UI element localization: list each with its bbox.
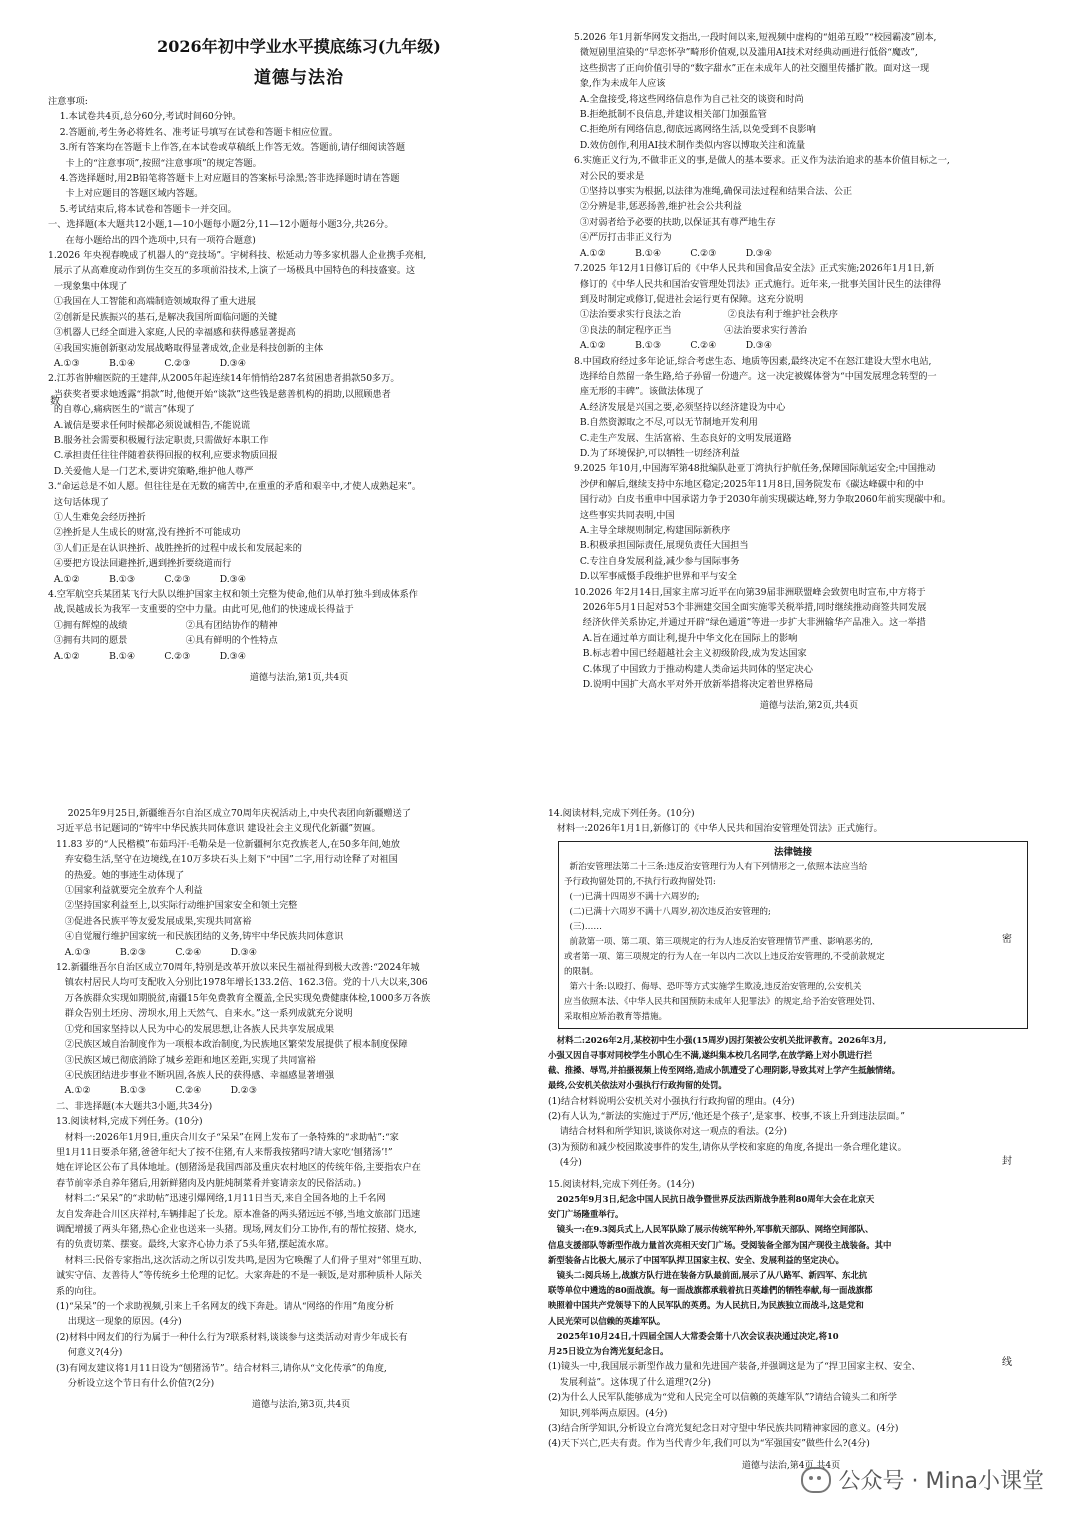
side-mark-xian: 线: [1002, 1357, 1012, 1368]
questions-page-2: 5.2026 年1月新华网发文指出,一段时间以来,短视频中虚构的“姐弟互殴”“校园霸凌”剧本, 微短剧里渲染的“早恋怀孕”畸形价值观,以及滥用AI技术对经典动画进行低俗“魔改”, 这些损害了正向价值引导的“数字甜水”正在未成年人的社交圈里传播扩散。面对这一现 象,作为未成年人应该 A.全盘接受,将这些网络信息作为自己社交的谈资和时尚 B.拒绝抵制不良信息,并建议相关部门加强监管 C.拒绝所有网络信息,彻底远离网络生活,以免受到不良影响 D.效仿创作,利用AI技术制作类似内容以博取关注和流量 6.实施正义行为,不做非正义的事,是做人的基本要求。正义作为法治追求的基本价值目标之一, 对公民的要求是 ①坚持以事实为根据,以法律为准绳,确保司法过程和结果合法、公正 ②分辨是非,惩恶扬善,维护社会公共利益 ③对弱者给予必要的扶助,以保证其有尊严地生存 ④严厉打击非正义行为 A.①② B.①④ C.②③ D.③④ 7.2025 年12月1日修订后的《中华人民共和国食品安全法》正式实施;2026年1月1日,新 修订的《中华人民共和国治安管理处罚法》正式施行。近年来,一批事关国计民生的法律得 到及时制定或修订,促进社会运行更有保障。这充分说明 ①法治要求实行良法之治 ②良法有利于维护社会秩序 ③良法的制定程序正当 ④法治要求实行善治 A.①② B.①③ C.②④ D.③④ 8.中国政府经过多年论证,综合考虑生态、地质等因素,最终决定不在怒江建设大型水电站, 选择给自然留一条生路,给子孙留一份遗产。这一决定被媒体誉为“中国发展理念转型的一 座无形的丰碑”。该做法体现了 A.经济发展是兴国之要,必须坚持以经济建设为中心 B.自然资源取之不尽,可以无节制地开发利用 C.走生产发展、生活富裕、生态良好的文明发展道路 D.为了环境保护,可以牺牲一切经济利益 9.2025 年10月,中国海军第48批编队赴亚丁湾执行护航任务,保障国际航运安全;中国推动 沙伊和解后,继续支持中东地区稳定;2025年11月8日,国务院发布《碳达峰碳中和的中 国行动》白皮书重申中国承诺力争于2030年前实现碳达峰,努力争取2060年前实现碳中和。 这些事实共同表明,中国 A.主导全球规则制定,构建国际新秩序 B.积极承担国际责任,展现负责任大国担当 C.专注自身发展利益,减少参与国际事务 D.以军事威慑手段维护世界和平与安全 10.2026 年2月14日,国家主席习近平在向第39届非洲联盟峰会致贺电时宣布,中方将于 2026年5月1日起对53个非洲建交国全面实施零关税举措,同时继续推动商签共同发展 经济伙伴关系协定,并通过开辟“绿色通道”等进一步扩大非洲输华产品准入。这一举措 A.旨在通过单方面让利,提升中华文化在国际上的影响 B.标志着中国已经超越社会主义初级阶段,成为发达国家 C.体现了中国致力于推动构建人类命运共同体的坚定决心 D.说明中国扩大高水平对外开放新举措将决定着世界格局: [574, 32, 952, 691]
subject-title: 道德与法治: [254, 68, 344, 88]
exam-title: 2026年初中学业水平摸底练习(九年级): [157, 37, 441, 56]
page-1: [48, 30, 550, 730]
page-2-footer: 道德与法治,第2页,共4页: [759, 701, 859, 712]
instructions: 注意事项: 1.本试卷共4页,总分60分,考试时间60分钟。 2.答题前,考生务必将姓名、准考证号填写在试卷和答题卡相应位置。 3.所有答案均在答题卡上作答,在本试卷或草稿纸上作答无效。答题前,请仔细阅读答题 卡上的“注意事项”,按照“注意事项”的规定答题。 4.答选择题时,用2B铅笔将答题卡上对应题目的答案标号涂黑;答非选择题时请在答题 卡上对应题目的答题区域内答题。 5.考试结束后,将本试卷和答题卡一并交回。: [48, 96, 406, 215]
side-mark-mi: 密: [1002, 934, 1012, 945]
q14-intro: 14.阅读材料,完成下列任务。(10分) 材料一:2026年1月1日,新修订的《中华人民共和国治安管理处罚法》正式施行。: [548, 808, 883, 835]
page-4-footer: 道德与法治,第4页,共4页: [741, 1460, 841, 1471]
page-1-footer: 道德与法治,第1页,共4页: [249, 673, 349, 684]
page-2: [574, 30, 1044, 730]
questions-page-1: 1.2026 年央视春晚成了机器人的“竞技场”。宇树科技、松延动力等多家机器人企业携手亮相, 展示了从高难度动作到仿生交互的多项前沿技术,上演了一场极具中国特色的科技盛宴。这 一现象集中体现了 ①我国在人工智能和高端制造领域取得了重大进展 ②创新是民族振兴的基石,是解决我国所面临问题的关键 ③机器人已经全面进入家庭,人民的幸福感和获得感显著提高 ④我国实施创新驱动发展战略取得显著成效,企业是科技创新的主体 A.①③ B.①④ C.②③ D.③④ 2.江苏省肿瘤医院的王建萍,从2005年起连续14年悄悄给287名贫困患者捐款50多万。 当获奖者要求她透露“捐款”时,他便开始“谈款”这些钱是慈善机构的捐助,以照顾患者 的自尊心,痛病医生的“谎言”体现了 A.诚信是要求任何时候都必须说诚相告,不能说谎 B.服务社会需要积极履行法定职责,只需做好本职工作 C.承担责任往往伴随着获得回报的权利,应要求物质回报 D.关爱他人是一门艺术,要讲究策略,维护他人尊严 3.“命运总是不如人愿。但往往是在无数的痛苦中,在重重的矛盾和艰辛中,才使人成熟起来”。 这句话体现了 ①人生难免会经历挫折 ②挫折是人生成长的财富,没有挫折不可能成功 ③人们正是在认识挫折、战胜挫折的过程中成长和发展起来的 ④要把方设法回避挫折,遇到挫折要绕道而行 A.①② B.①③ C.②③ D.③④ 4.空军航空兵某团某飞行大队以维护国家主权和领土完整为使命,他们从单打独斗到成体系作 战,误越成长为我军一支重要的空中力量。由此可见,他们的快速成长得益于 ①拥有辉煌的战绩 ②具有团结协作的精神 ③拥有共同的愿景 ④具有鲜明的个性特点 A.①② B.①④ C.②③ D.③④: [48, 250, 427, 662]
side-mark-1: 数: [50, 396, 60, 407]
q15-material: 2025年9月3日,纪念中国人民抗日战争暨世界反法西斯战争胜利80周年大会在北京天 安门广场隆重举行。 镜头一:在9.3阅兵式上,人民军队除了展示传统军种外,军事航天部队、网络空间部队、 信息支援部队等新型作战力量首次亮相天安门广场。受阅装备全部为国产现役主战装备。其中 新型装备占比极大,展示了中国军队捍卫国家主权、安全、发展利益的坚定决心。 镜头二:阅兵场上,战旗方队行进在装备方队最前面,展示了从八路军、新四军、东北抗 联等单位中遴选的80面战旗。每一面战旗都承载着抗日英雄們的牺牲奉献,每一面战旗都 映照着中国共产党领导下的人民军队的英勇。为人民抗日,为民族独立而战斗,这是党和 人民光荣可以信赖的英雄军队。 2025年10月24日,十四届全国人大常委会第十八次会议表决通过决定,将10 月25日设立为台湾光复纪念日。: [548, 1194, 892, 1357]
wechat-icon: [801, 1467, 831, 1493]
page-4: [548, 806, 1034, 1516]
law-link-body: 新治安管理法第二十三条:违反治安管理行为人有下列情形之一,依照本法应当给 予行政拘留处罚的,不执行行政拘留处罚: (一)已满十四周岁不满十六周岁的; (二)已满十六周岁不满十八周岁,初次违反治安管理的; (三)…… 前款第一项、第二项、第三项规定的行为人违反治安管理情节严重、影响恶劣的, 或者第一项、第三项规定的行为人在一年以内二次以上违反治安管理的,不受前款规定 的限制。 第六十条:以殴打、侮辱、恐吓等方式实施学生欺凌,违反治安管理的,公安机关 应当依照本法、《中华人民共和国预防未成年人犯罪法》的规定,给予治安管理处罚、 采取相应矫治教育等措施。: [564, 861, 885, 1022]
q14-material-2: 材料二:2026年2月,某校初中生小强(15周岁)因打架被公安机关批评教育。2026年3月, 小强又因自寻事对同校学生小凯心生不满,遂纠集本校几名同学,在放学路上对小凯进行拦 截、推搡、辱骂,并拍摄视频上传至网络,造成小凯遭受了心理阴影,导致其对上学产生抵触情绪。 最终,公安机关依法对小强执行行政拘留的处罚。: [548, 1034, 901, 1091]
q15-intro: 15.阅读材料,完成下列任务。(14分): [548, 1178, 695, 1190]
watermark-text: 公众号 · Mina小课堂: [838, 1469, 1044, 1494]
side-mark-feng: 封: [1002, 1156, 1012, 1167]
watermark: [801, 1464, 1045, 1495]
page-3: [56, 806, 546, 1516]
section-1-heading: 一、选择题(本大题共12小题,1—10小题每小题2分,11—12小题每小题3分,共26分。 在每小题给出的四个选项中,只有一项符合题意): [48, 219, 394, 246]
law-link-title: 法律链接: [773, 846, 812, 858]
q14-tasks: (1)结合材料说明公安机关对小强执行行政拘留的理由。(4分) (2)有人认为,“新法的实施过于严厉,‘他还是个孩子’,是家事、校事,不该上升到违法层面。” 请结合材料和所学知识,谈谈你对这一观点的看法。(2分) (3)为预防和减少校园欺凌事件的发生,请你从学校和家庭的角度,各提出一条合理化建议。 (4分): [548, 1095, 907, 1169]
questions-page-3: 2025年9月25日,新疆维吾尔自治区成立70周年庆祝活动上,中央代表团向新疆赠送了 习近平总书记题词的“铸牢中华民族共同体意识 建设社会主义现代化新疆”贺匾。 11.83 岁的“人民楷模”布茹玛汗·毛勒朵是一位新疆柯尔克孜族老人,在50多年间,她放 弃安稳生活,坚守在边境线,在10万多块石头上刻下“中国”二字,用行动诠释了对祖国 的热爱。她的事迹生动体现了 ①国家利益就要完全放弃个人利益 ②坚持国家利益至上,以实际行动维护国家安全和领土完整 ③促进各民族平等友爱发展成果,实现共同富裕 ④自觉履行维护国家统一和民族团结的义务,铸牢中华民族共同体意识 A.①③ B.②③ C.②④ D.③④ 12.新疆维吾尔自治区成立70周年,特别是改革开放以来民生福祉得到极大改善:“2024年城 镇农村居民人均可支配收入分别比1978年增长133.2倍、162.3倍。党的十八大以来,306 万各族群众实现如期脱贫,南疆15年免费教育全覆盖,全民实现免费健康体检,1000多万各族 群众告别土坯房、涝坝水,用上天然气、自来水。”这一系列成就充分说明 ①党和国家坚持以人民为中心的发展思想,让各族人民共享发展成果 ②民族区域自治制度作为一项根本政治制度,为民族地区繁荣发展提供了根本制度保障 ③民族区域已彻底消除了城乡差距和地区差距,实现了共同富裕 ④民族团结进步事业不断巩固,各族人民的获得感、幸福感显著增强 A.①② B.①③ C.②④ D.②③ 二、非选择题(本大题共3小题,共34分) 13.阅读材料,完成下列任务。(10分) 材料一:2026年1月9日,重庆合川女子“呆呆”在网上发布了一条特殊的“求助帖”:“家 里1月11日要杀年猪,爸爸年纪大了按不住猪,有人来帮我按猪吗?请大家吃‘刨猪汤’!” 她在评论区公布了具体地址。(刨猪汤是我国西部及重庆农村地区的传统年俗,主要指农户在 春节前宰杀自养年猪后,用新鲜猪肉及内脏炖制菜肴并宴请亲友的民俗活动。) 材料二:“呆呆”的“求助帖”迅速引爆网络,1月11日当天,来自全国各地的上千名网 友自发奔赴合川区庆祥村,车辆排起了长龙。原本准备的两头猪远远不够,当地文旅部门迅速 调配增援了两头年猪,热心企业也送来一头猪。现场,网友们分工协作,有的帮忙按猪、烧水, 有的负责切菜、摆宴。最终,大家齐心协力杀了5头年猪,摆起流水席。 材料三:民俗专家指出,这次活动之所以引发共鸣,是因为它唤醒了人们骨子里对“邻里互助、 诚实守信、友善待人”等传统乡土伦理的记忆。大家奔赴的不是一顿饭,是对那种质朴人际关 系的向往。 (1)“呆呆”的一个求助视频,引来上千名网友的线下奔赴。请从“网络的作用”角度分析 出现这一现象的原因。(4分) (2)材料中网友们的行为属于一种什么行为?联系材料,谈谈参与这类活动对青少年成长有 何意义?(4分) (3)有网友建议将1月11日设为“刨猪汤节”。结合材料三,请你从“文化传承”的角度, 分析设立这个节日有什么价值?(2分): [56, 808, 431, 1390]
law-link-box: [558, 841, 1028, 1029]
q15-tasks: (1)镜头一中,我国展示新型作战力量和先进国产装备,并强调这是为了“捍卫国家主权、安全、 发展利益”。这体现了什么道理?(2分) (2)为什么人民军队能够成为“党和人民完全可以信赖的英雄军队”?请结合镜头二和所学 知识,列举两点原因。(4分) (3)结合所学知识,分析设立台湾光复纪念日对守望中华民族共同精神家园的意义。(4分) (4)天下兴亡,匹夫有责。作为当代青少年,我们可以为“军强国安”做些什么?(4分): [548, 1361, 921, 1450]
page-3-footer: 道德与法治,第3页,共4页: [251, 1400, 351, 1411]
